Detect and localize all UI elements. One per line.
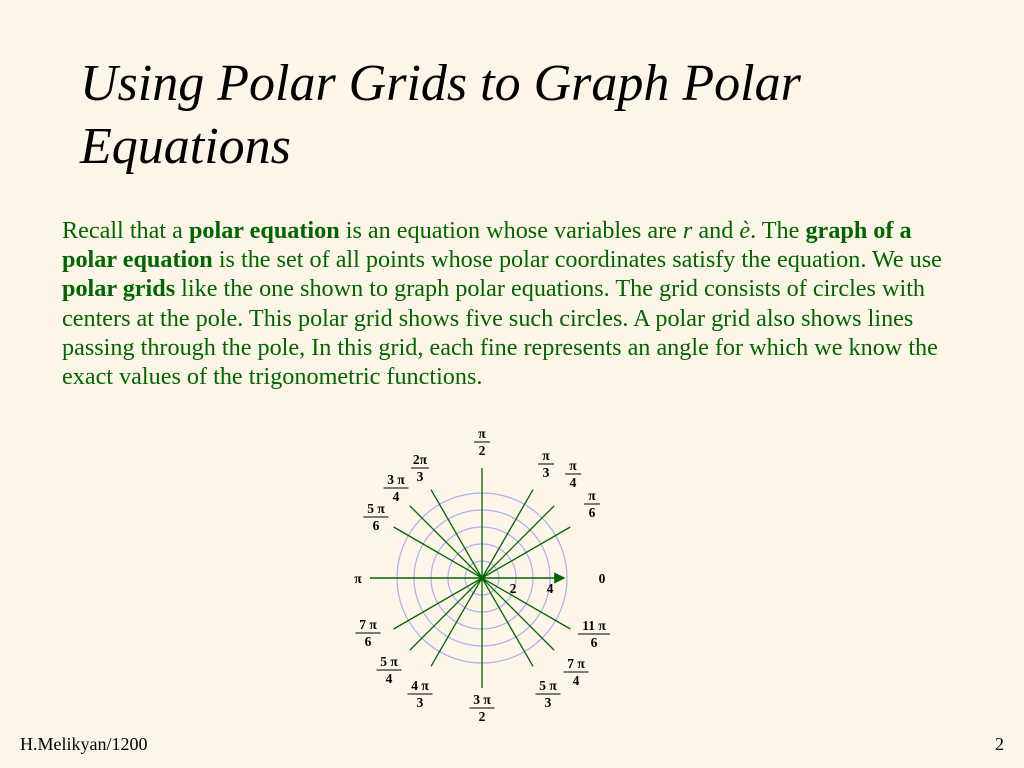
- angle-label-numerator: π: [478, 426, 486, 441]
- angle-label-numerator: 3 π: [473, 692, 491, 707]
- angle-label-numerator: 4 π: [411, 678, 429, 693]
- angle-label-denominator: 3: [544, 695, 552, 710]
- angle-label-denominator: 4: [569, 475, 577, 490]
- text-segment: and: [692, 217, 740, 244]
- radius-label-4: 4: [546, 581, 554, 596]
- angle-label: [538, 448, 554, 480]
- angle-label: [564, 656, 589, 688]
- angle-label-numerator: π: [588, 488, 596, 503]
- angle-label: [356, 617, 381, 649]
- angle-label-numerator: 7 π: [359, 617, 377, 632]
- angle-label: [599, 571, 606, 586]
- text-segment: is the set of all points whose polar coordinates satisfy the equation. We use: [212, 246, 942, 274]
- angle-label: [536, 678, 561, 710]
- angle-label-denominator: 6: [590, 635, 598, 650]
- variable-theta: è: [739, 217, 751, 244]
- angle-label-denominator: 6: [588, 505, 596, 520]
- angle-label-denominator: 3: [416, 469, 424, 484]
- angle-label-numerator: π: [354, 571, 362, 586]
- angle-label: [364, 501, 389, 533]
- term-graph-of-polar-equation: graph of a polar equation: [62, 217, 912, 274]
- angle-label-numerator: 3 π: [387, 472, 405, 487]
- term-polar-grids: polar grids: [62, 275, 176, 303]
- body-paragraph: [62, 216, 972, 391]
- angle-label: [470, 692, 495, 724]
- angle-label-denominator: 4: [572, 673, 580, 688]
- angle-label-denominator: 6: [364, 634, 372, 649]
- slide-title: Using Polar Grids to Graph Polar Equations: [80, 55, 801, 175]
- angle-label-numerator: 5 π: [380, 654, 398, 669]
- angle-label-denominator: 4: [385, 671, 393, 686]
- angle-label-numerator: 2π: [412, 452, 428, 467]
- polar-grid-diagram: [340, 420, 630, 730]
- variable-r: r: [682, 217, 693, 244]
- radius-label-2: 2: [509, 581, 517, 596]
- term-polar-equation: polar equation: [188, 217, 340, 244]
- angle-label: [411, 452, 429, 484]
- angle-label: [384, 472, 409, 504]
- angle-label: [377, 654, 402, 686]
- angle-label-denominator: 4: [392, 489, 400, 504]
- angle-label: [584, 488, 600, 520]
- angle-label: [354, 571, 362, 586]
- slide-number: 2: [995, 734, 1004, 754]
- angle-label-denominator: 2: [478, 443, 486, 458]
- text-segment: Recall that a: [62, 217, 189, 244]
- angle-label-denominator: 3: [542, 465, 550, 480]
- angle-label: [565, 458, 581, 490]
- angle-label-denominator: 2: [478, 709, 486, 724]
- angle-label: [578, 618, 610, 650]
- angle-label-numerator: 11 π: [582, 618, 606, 633]
- footer-author: H.Melikyan/1200: [20, 734, 148, 754]
- angle-label-numerator: π: [569, 458, 577, 473]
- angle-label-denominator: 6: [372, 518, 380, 533]
- angle-label-numerator: 0: [598, 571, 606, 586]
- angle-label-numerator: 5 π: [539, 678, 557, 693]
- text-segment: like the one shown to graph polar equations. The grid consists of circles with centers at the pole. This polar grid shows five such circles. A polar grid also shows lines passing through the pole, In this grid, each fine represents an angle for which we know the exact values of the trigonometric functions.: [62, 275, 938, 391]
- angle-label: [408, 678, 433, 710]
- angle-label-denominator: 3: [416, 695, 424, 710]
- angle-label-numerator: 5 π: [367, 501, 385, 516]
- angle-label-numerator: 7 π: [567, 656, 585, 671]
- text-segment: is an equation whose variables are: [339, 217, 683, 244]
- angle-label: [474, 426, 490, 458]
- angle-label-numerator: π: [542, 448, 550, 463]
- text-segment: . The: [750, 217, 806, 244]
